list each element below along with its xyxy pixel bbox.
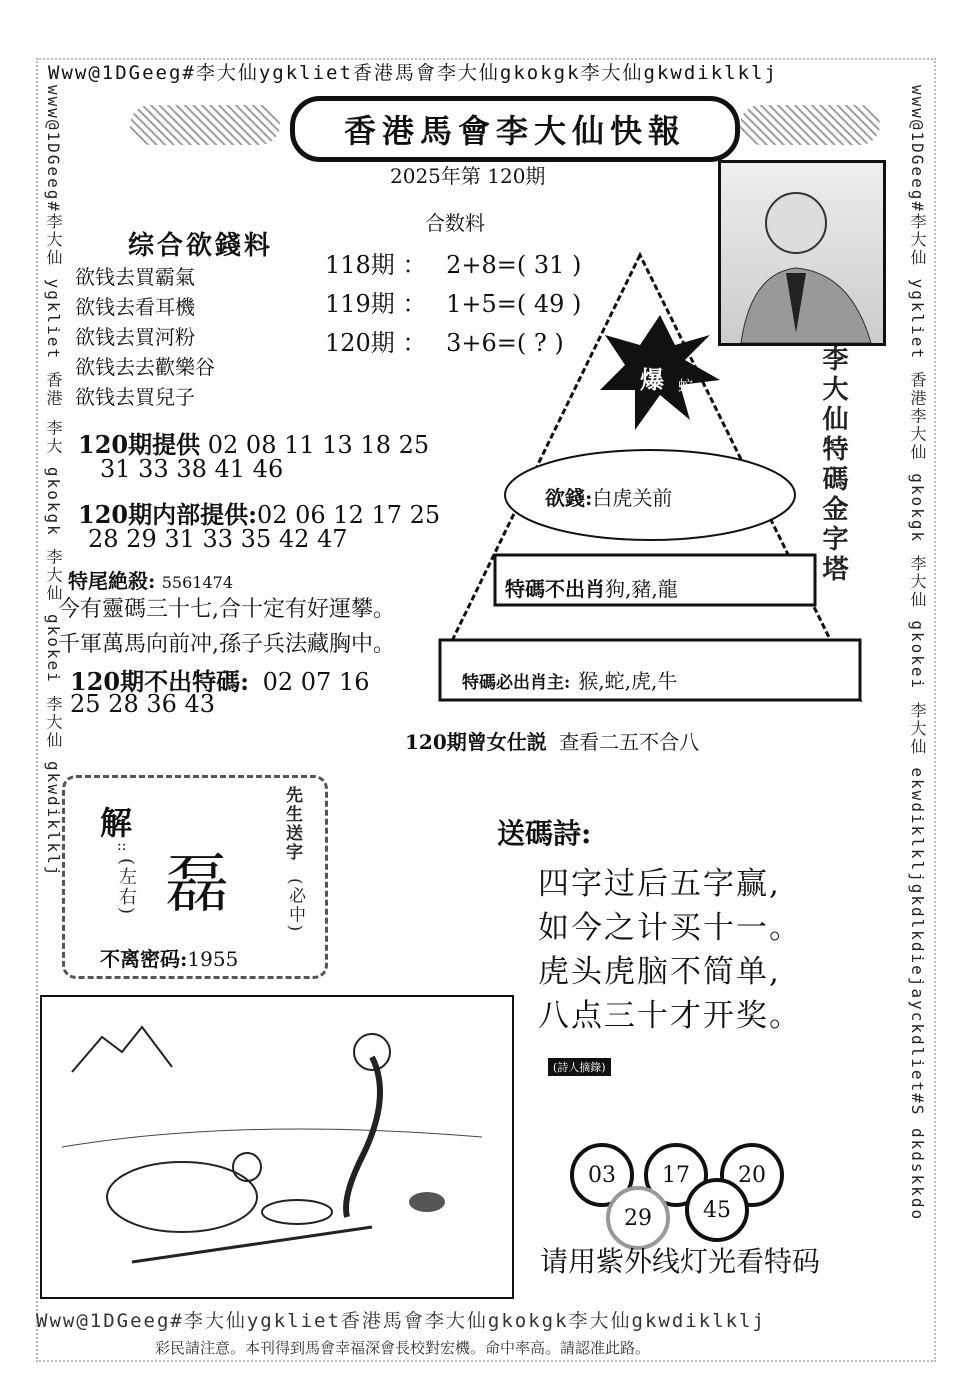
uv-note: 请用紫外线灯光看特码 — [540, 1245, 821, 1278]
number-ball: 03 — [570, 1143, 634, 1207]
verse-line: 今有靈碼三十七,合十定有好運攀。 — [58, 597, 395, 622]
right-ornament — [740, 105, 880, 145]
burst-main: 爆 — [640, 365, 664, 394]
tail-kill: 特尾絶殺: 5561474 — [68, 569, 234, 593]
must-out-row: 特碼必出肖主: 猴,蛇,虎,牛 — [462, 669, 678, 693]
subtitle: 合数料 — [425, 211, 485, 235]
masthead-title: 香港馬會李大仙快報 — [290, 96, 740, 162]
combo-item: 欲钱去去歡樂谷 — [75, 355, 215, 379]
riddle-code: 不离密码:1955 — [100, 947, 239, 971]
combo-heading: 综合欲錢料 — [128, 231, 274, 261]
riddle-jie: 解 — [100, 804, 133, 842]
combo-item: 欲钱去看耳機 — [75, 295, 195, 319]
combo-item: 欲钱去買霸氣 — [75, 265, 195, 289]
ox-landscape-illustration — [42, 997, 512, 1297]
pyramid-side-title: 李大仙特碼金字塔 — [818, 345, 848, 585]
no-special-row: 120期不出特碼: 02 07 16 — [70, 667, 370, 696]
sum-row: 119期 ： 1+5=( 49 ) — [325, 290, 582, 318]
riddle-hint: (左右) — [116, 858, 137, 917]
internal-row: 120期内部提供:02 06 12 17 25 — [78, 500, 441, 529]
poem-tag: (詩人摘錄) — [548, 1058, 611, 1076]
combo-item: 欲钱去買河粉 — [75, 325, 195, 349]
riddle-box — [62, 775, 328, 979]
issue-number: 2025年第 120期 — [390, 164, 546, 188]
pyramid-graphic — [420, 240, 880, 720]
verse-line: 千軍萬馬向前冲,孫子兵法藏胸中。 — [58, 632, 395, 657]
riddle-right-label: 先生送字 — [282, 786, 302, 862]
not-out-row: 特碼不出肖狗,豬,龍 — [505, 577, 678, 601]
number-ball: 17 — [644, 1143, 708, 1207]
want-row: 欲錢:白虎关前 — [545, 486, 673, 510]
sum-row: 120期 ： 3+6=( ? ) — [325, 329, 564, 357]
poem-heading: 送碼詩: — [497, 817, 592, 850]
internal-row-2: 28 29 31 33 35 42 47 — [88, 525, 348, 553]
zeng-row: 120期曾女仕説 查看二五不合八 — [405, 730, 700, 754]
poem-line: 虎头虎脑不简单, — [538, 954, 781, 990]
number-ball: 29 — [606, 1186, 670, 1250]
poem-line: 如今之计买十一。 — [538, 910, 802, 946]
poem-line: 四字过后五字赢, — [538, 866, 781, 902]
illustration-box — [40, 995, 514, 1299]
number-ball: 45 — [685, 1178, 749, 1242]
footer-notice: 彩民請注意。本刊得到馬會幸福深會長校對宏機。命中率高。請認准此路。 — [155, 1339, 651, 1357]
left-side-watermark: www@1DGeeg#李大仙 ygkliet 香港 李大 gkokgk 李大仙 gkokei 李大仙 gkwdiklklj — [44, 85, 63, 878]
riddle-dots: :: — [117, 838, 127, 854]
no-special-row-2: 25 28 36 43 — [70, 690, 216, 718]
provide-row: 120期提供 02 08 11 13 18 25 — [78, 430, 430, 459]
number-ball: 20 — [720, 1143, 784, 1207]
riddle-char: 磊 — [165, 848, 229, 922]
provide-row-2: 31 33 38 41 46 — [100, 455, 284, 483]
footer-watermark: Www@1DGeeg#李大仙ygkliet香港馬會李大仙gkokgk李大仙gkwdiklklj — [36, 1310, 766, 1332]
poem-line: 八点三十才开奖。 — [538, 998, 802, 1034]
sum-row: 118期 ： 2+8=( 31 ) — [325, 251, 582, 279]
top-watermark: Www@1DGeeg#李大仙ygkliet香港馬會李大仙gkokgk李大仙gkwdiklklj — [48, 62, 778, 84]
riddle-right-hint: (必中) — [285, 878, 305, 934]
poem-lines — [538, 862, 802, 1038]
combo-list — [75, 262, 325, 412]
combo-item: 欲钱去買兒子 — [75, 385, 195, 409]
left-ornament — [130, 105, 280, 145]
right-side-watermark: www@1DGeeg#李大仙 ygkliet 香港李大仙 gkokgk 李大仙 gkokei 李大仙 ekwdiklkljgkdlkdiejayckdliet#S dkdskkdo — [908, 85, 927, 1222]
burst-sub: 蛇 — [678, 377, 694, 395]
